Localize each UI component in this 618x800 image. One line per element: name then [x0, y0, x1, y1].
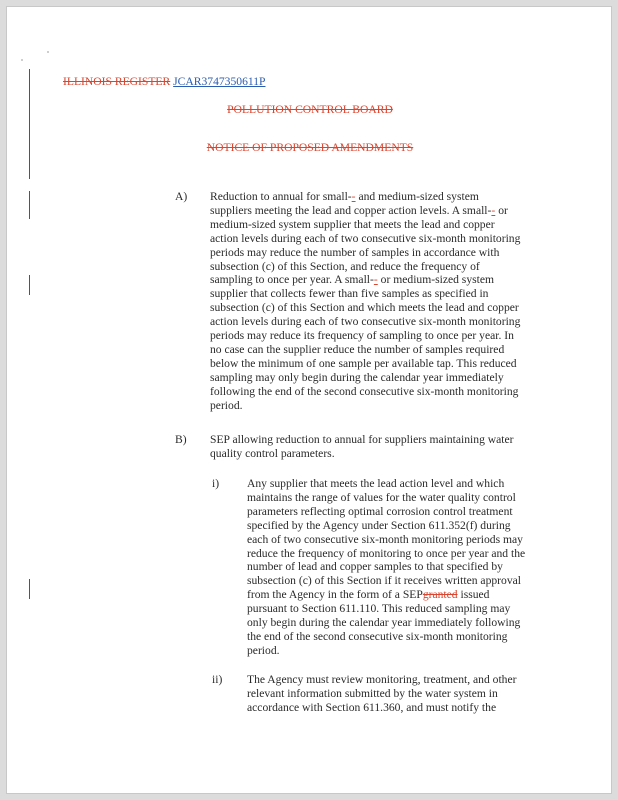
text-segment: below the minimum of one sample per available tap. This reduced	[210, 356, 517, 370]
item-ii-label: ii)	[212, 673, 223, 686]
inserted-mark: -	[351, 190, 356, 203]
text-line	[210, 301, 520, 315]
text-line	[210, 246, 520, 260]
item-i-label: i)	[212, 477, 220, 490]
section-a-label: A)	[175, 190, 188, 203]
text-line: The Agency must review monitoring, treatment, and other	[247, 673, 517, 686]
text-line	[210, 357, 520, 371]
text-line	[210, 260, 520, 274]
text-segment: suppliers meeting the lead and copper action levels. A small-	[210, 203, 492, 217]
text-line	[210, 399, 520, 413]
section-a-text	[210, 190, 520, 413]
text-line: period.	[247, 643, 280, 657]
document-page	[6, 6, 612, 794]
text-segment: subsection (c) of this Section and which meets the lead and copper	[210, 301, 519, 315]
text-line	[247, 588, 525, 602]
inserted-mark: -	[491, 203, 496, 217]
text-segment: sampling to once per year. A small-	[210, 273, 374, 287]
text-line: Any supplier that meets the lead action level and which	[247, 477, 505, 490]
text-line: SEP allowing reduction to annual for suppliers maintaining water	[210, 433, 514, 446]
text-line	[210, 343, 520, 357]
text-line: each of two consecutive six-month monitoring periods may	[247, 532, 523, 546]
section-b-label: B)	[175, 433, 187, 446]
inserted-mark: -	[373, 273, 378, 287]
text-line	[210, 329, 520, 343]
text-line: parameters reflecting optimal corrosion control treatment	[247, 504, 513, 518]
text-segment: period.	[210, 398, 243, 412]
text-line: the end of the second consecutive six-month monitoring	[247, 629, 508, 643]
section-b-text	[210, 433, 514, 461]
text-line	[210, 190, 520, 204]
text-line	[210, 204, 520, 218]
text-segment: action levels during each of two consecutive six-month monitoring	[210, 231, 521, 245]
item-i-text	[247, 477, 525, 658]
scan-speck	[47, 51, 49, 53]
text-line	[210, 287, 520, 301]
text-segment: supplier that collects fewer than five samples as specified in	[210, 287, 489, 301]
text-segment: periods may reduce its frequency of sampling to once per year. In	[210, 329, 514, 343]
text-line: number of lead and copper samples to that specified by	[247, 560, 503, 574]
text-line	[210, 273, 520, 287]
text-segment: periods may reduce the number of samples in accordance with	[210, 245, 500, 259]
text-line	[210, 218, 520, 232]
text-segment: or medium-sized system	[380, 273, 495, 287]
text-segment: or	[498, 203, 508, 217]
text-segment: following the end of the second consecutive six-month monitoring	[210, 384, 519, 398]
inserted-word: issued	[457, 588, 490, 602]
text-segment: no case can the supplier reduce the number of samples required	[210, 342, 505, 356]
header-inserted-text: JCAR3747350611P	[173, 75, 266, 88]
scan-speck	[21, 59, 23, 61]
text-line	[210, 315, 520, 329]
text-line: specified by the Agency under Section 611.352(f) during	[247, 518, 511, 532]
text-line: relevant information submitted by the water system in	[247, 686, 498, 700]
text-line	[210, 232, 520, 246]
text-line: quality control parameters.	[210, 446, 335, 460]
text-segment: Reduction to annual for small-	[210, 190, 352, 203]
text-line	[210, 385, 520, 399]
text-line: accordance with Section 611.360, and must notify the	[247, 700, 497, 714]
board-title: POLLUTION CONTROL BOARD	[227, 103, 393, 116]
revision-bar	[29, 275, 30, 295]
revision-bar	[29, 69, 30, 179]
struck-word: granted	[422, 588, 458, 602]
revision-bar	[29, 191, 30, 219]
revision-bar	[29, 579, 30, 599]
text-line: only begin during the calendar year immediately following	[247, 616, 521, 630]
notice-title: NOTICE OF PROPOSED AMENDMENTS	[206, 141, 414, 154]
text-segment: subsection (c) of this Section, and reduce the frequency of	[210, 259, 480, 273]
text-line	[210, 371, 520, 385]
text-segment: medium-sized system supplier that meets the lead and copper	[210, 217, 495, 231]
text-line: maintains the range of values for the water quality control	[247, 490, 516, 504]
text-segment: sampling may only begin during the calendar year immediately	[210, 370, 504, 384]
text-segment: action levels during each of two consecutive six-month monitoring	[210, 315, 521, 329]
text-line: pursuant to Section 611.110. This reduced sampling may	[247, 602, 511, 616]
header-struck-text: ILLINOIS REGISTER	[63, 75, 171, 88]
text-line: subsection (c) of this Section if it receives written approval	[247, 574, 521, 588]
item-ii-text	[247, 673, 516, 715]
sep-text: from the Agency in the form of a SEP	[247, 588, 423, 602]
text-line: reduce the frequency of monitoring to once per year and the	[247, 546, 526, 560]
register-header	[63, 75, 265, 88]
text-segment: and medium-sized system	[358, 190, 479, 203]
